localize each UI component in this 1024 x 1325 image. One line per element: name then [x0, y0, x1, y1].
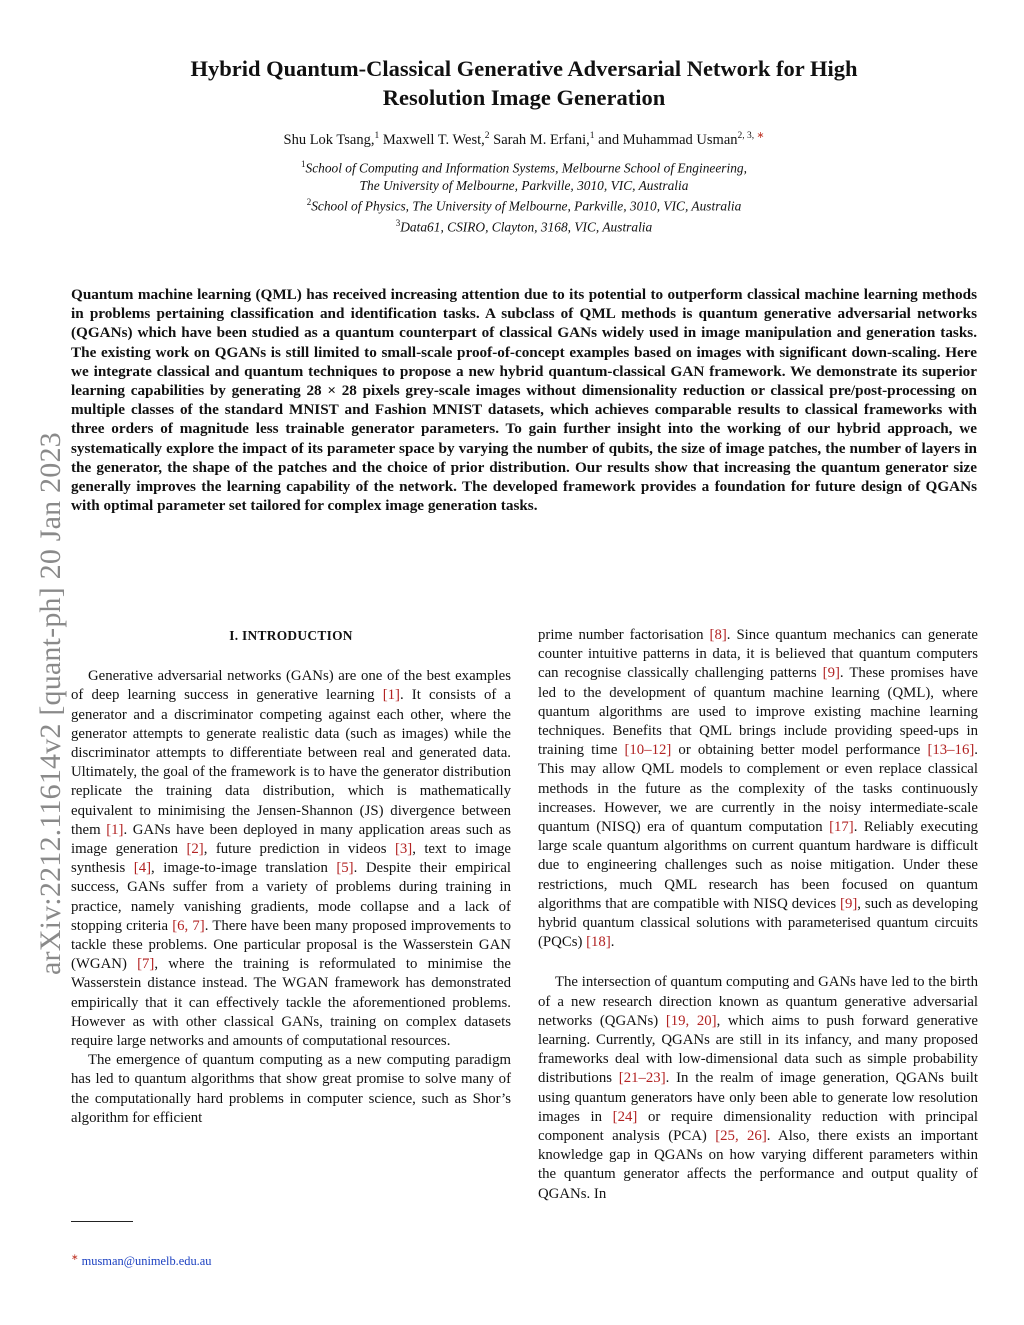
footnote-rule — [71, 1221, 133, 1222]
citation-link[interactable]: [24] — [612, 1108, 638, 1125]
paragraph-text: The intersection of quantum computing and GANs have led to the birth of a new research direction known as quantum generative adversarial networks (QGANs) — [538, 974, 978, 1029]
author-affil-marker: 2 — [484, 131, 490, 141]
citation-link[interactable]: [19, 20] — [665, 1012, 717, 1029]
citation-link[interactable]: [13–16] — [927, 742, 975, 759]
paragraph-text: . Also, there exists an important knowledge gap in QGANs on how varying different parameters within the quantum generator affects the performance and output quality of QGANs. In — [538, 1128, 979, 1202]
paragraph-text: , text to image synthesis — [71, 841, 511, 877]
citation-link[interactable]: [4] — [133, 860, 152, 877]
affiliation-list — [100, 156, 948, 236]
citation-link[interactable]: [10–12] — [624, 742, 672, 759]
affiliation-line: $^1$School of Computing and Information Systems, Melbourne School of Engineering, — [301, 159, 747, 176]
paragraph-text: . This may allow QML models to complement or even replace classical methods in the future as the complexity of the tasks continuously increases. However, we are currently in the noisy intermediate-scale quantum (NISQ) era of quantum computation — [538, 742, 978, 836]
citation-link[interactable]: [2] — [186, 841, 204, 858]
body-paragraph — [538, 626, 978, 952]
citation-link[interactable]: [3] — [394, 841, 413, 858]
paragraph-text: . Despite their empirical success, GANs suffer from a variety of problems during training in practice, namely vanishing gradients, mode collapse and a lack of stopping criteria — [71, 860, 511, 934]
right-column — [538, 626, 978, 1204]
paragraph-text: , which aims to push forward generative learning. Currently, QGANs are still in its infancy, and many proposed frameworks deal with low-dimensional data such as simple probability distributions — [538, 1012, 978, 1087]
paragraph-text: , such as developing hybrid quantum classical solutions with parameterised quantum circuits (PQCs) — [538, 895, 978, 951]
author-name: Maxwell T. West, — [382, 131, 485, 148]
corresponding-author-link[interactable]: ∗ — [756, 131, 765, 141]
footnote — [71, 1252, 211, 1269]
paragraph-text: . Since quantum mechanics can generate counter intuitive patterns in data, it is believed that quantum computers can recognise classically challenging patterns — [538, 627, 978, 682]
paragraph-text: Generative adversarial networks (GANs) are one of the best examples of deep learning success in generative learning — [71, 668, 511, 704]
paragraph-text: . — [610, 934, 615, 951]
paragraph-text: . It consists of a generator and a discriminator competing against each other, where the generator attempts to generate realistic data (such as images) while the discriminator attempts to differentiate between real and generated data. Ultimately, the goal of the framework is to have the generator distribution replicate the training data distribution, which is mathematically equivalent to minimising the Jensen-Shannon (JS) divergence between them — [71, 687, 511, 838]
paragraph-text: . There have been many proposed improvements to tackle these problems. One particular proposal is the Wasserstein GAN (WGAN) — [71, 917, 511, 973]
affiliation-line: $^2$School of Physics, The University of Melbourne, Parkville, 3010, VIC, Australia — [306, 197, 742, 214]
citation-link[interactable]: [5] — [336, 860, 354, 877]
paragraph-text: or require dimensionality reduction with principal component analysis (PCA) — [538, 1108, 978, 1145]
left-column — [71, 626, 511, 1128]
author-name: Sarah M. Erfani, — [493, 131, 590, 148]
body-paragraph — [71, 667, 511, 1051]
citation-link[interactable]: [7] — [137, 956, 155, 973]
paragraph-text: The emergence of quantum computing as a new computing paradigm has led to quantum algorithms that show great promise to solve many of the computationally hard problems in computer science, such as Shor’s algorithm for efficient — [71, 1052, 511, 1126]
affiliation-line: The University of Melbourne, Parkville, 3010, VIC, Australia — [359, 177, 689, 193]
citation-link[interactable]: [1] — [382, 687, 400, 704]
arxiv-identifier[interactable]: arXiv:2212.11614v2 [quant-ph] 20 Jan 2023 — [34, 432, 67, 975]
title-line-1: Hybrid Quantum-Classical Generative Adversarial Network for High — [190, 56, 858, 81]
footnote-marker: ∗ — [71, 1252, 79, 1262]
citation-link[interactable]: [1] — [106, 821, 124, 838]
author-affil-marker: 2, 3, — [737, 131, 755, 141]
section-heading-introduction: I. INTRODUCTION — [229, 628, 353, 643]
citation-link[interactable]: [18] — [586, 934, 611, 951]
author-affil-marker: 1 — [374, 131, 380, 141]
right-column-body — [538, 626, 978, 1204]
paragraph-text: . GANs have been deployed in many application areas such as image generation — [71, 821, 511, 858]
citation-link[interactable]: [25, 26] — [715, 1128, 767, 1145]
paragraph-text: . In the realm of image generation, QGANs built using quantum generators have only been able to generate low resolution images in — [538, 1070, 978, 1125]
author-name: Shu Lok Tsang, — [283, 131, 375, 148]
body-paragraph — [71, 1051, 511, 1128]
title-line-2: Resolution Image Generation — [382, 85, 666, 110]
citation-link[interactable]: [21–23] — [618, 1070, 666, 1087]
left-column-body — [71, 667, 511, 1128]
paragraph-text: , where the training is reformulated to minimise the Wasserstein distance instead. The WGAN framework has demonstrated empirically that it can effectively tackle the aforementioned problems. However as with other classical GANs, training on complex datasets require large networks and amounts of computational resources. — [71, 956, 511, 1050]
paragraph-text: prime number factorisation — [538, 627, 710, 643]
author-affil-marker: 1 — [589, 131, 595, 141]
paragraph-text: . Reliably executing large scale quantum algorithms on current quantum hardware is difficult due to engineering challenges such as noise mitigation. Under these restrictions, much QML research has been focused on quantum algorithms that are compatible with NISQ devices — [538, 819, 978, 912]
citation-link[interactable]: [9] — [840, 895, 858, 912]
paragraph-text: , image-to-image translation — [151, 860, 337, 877]
author-list — [100, 130, 948, 149]
paragraph-text: or obtaining better model performance — [671, 742, 928, 759]
citation-link[interactable]: [8] — [709, 627, 727, 643]
paragraph-text: , future prediction in videos — [203, 841, 395, 858]
citation-link[interactable]: [17] — [829, 819, 854, 836]
paper-title — [100, 54, 948, 112]
author-email-link[interactable]: musman@unimelb.edu.au — [81, 1254, 212, 1269]
body-paragraph — [538, 973, 978, 1203]
abstract: Quantum machine learning (QML) has received increasing attention due to its potential to outperform classical machine learning methods in problems pertaining classification and identification tasks. A subclass of QML methods is quantum generative adversarial networks (QGANs) which have been studied as a quantum counterpart of classical GANs widely used in image manipulation and generation tasks. The existing work on QGANs is still limited to small-scale proof-of-concept examples based on images with significant down-scaling. Here we integrate classical and quantum techniques to propose a new hybrid quantum-classical GAN framework. We demonstrate its superior learning capabilities by generating 28 × 28 pixels grey-scale images without dimensionality reduction or classical pre/post-processing on multiple classes of the standard MNIST and Fashion MNIST datasets, which achieves comparable results to classical frameworks with three orders of magnitude less trainable generator parameters. To gain further insight into the working of our hybrid approach, we systematically explore the impact of its parameter space by varying the number of qubits, the size of image patches, the number of layers in the generator, the shape of the patches and the choice of prior distribution. Our results show that increasing the quantum generator size generally improves the learning capability of the network. The developed framework provides a foundation for future design of QGANs with optimal parameter set tailored for complex image generation tasks. — [71, 286, 977, 515]
author-name: and Muhammad Usman — [598, 131, 738, 148]
citation-link[interactable]: [9] — [822, 665, 840, 682]
affiliation-line: $^3$Data61, CSIRO, Clayton, 3168, VIC, Australia — [395, 218, 653, 235]
citation-link[interactable]: [6, 7] — [172, 917, 205, 934]
paragraph-text: . These promises have led to the development of quantum machine learning (QML), where quantum algorithms are used to improve existing machine learning techniques. Benefits that QML brings include providing speed-ups in training time — [538, 665, 978, 759]
